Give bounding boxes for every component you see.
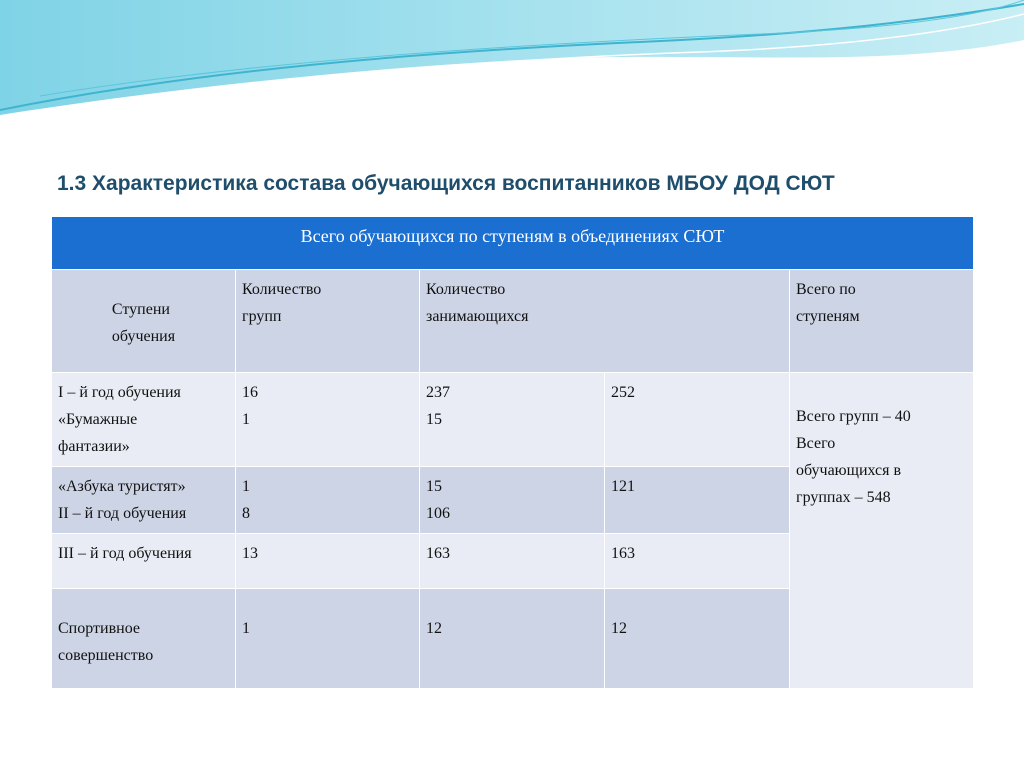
groups-value: 1	[242, 411, 250, 428]
groups-value: 13	[242, 545, 258, 562]
students-value: 106	[426, 505, 450, 522]
groups-value: 8	[242, 505, 250, 522]
groups-value: 1	[242, 478, 250, 495]
table-header-row	[52, 270, 974, 373]
stage-text: II – й год обучения	[58, 505, 187, 522]
totals-students: группах – 548	[796, 489, 891, 506]
stage-cell	[52, 373, 236, 467]
totals-line: Всего	[796, 435, 836, 452]
slide-title: 1.3 Характеристика состава обучающихся воспитанников МБОУ ДОД СЮТ	[57, 172, 835, 195]
header-total-line1: Всего по	[796, 281, 856, 298]
header-stage-line1: Ступени	[111, 301, 170, 318]
stage-text: III – й год обучения	[58, 545, 192, 562]
sum-value: 163	[611, 545, 635, 562]
groups-cell	[236, 589, 420, 689]
stage-cell	[52, 589, 236, 689]
table-caption: Всего обучающихся по ступеням в объединениях СЮТ	[52, 217, 974, 270]
students-value: 163	[426, 545, 450, 562]
header-stage-line2: обучения	[111, 328, 176, 345]
totals-cell	[790, 373, 974, 689]
header-groups-line2: групп	[242, 308, 282, 325]
stage-text: Спортивное	[58, 620, 140, 637]
sum-value: 12	[611, 620, 627, 637]
totals-groups: Всего групп – 40	[796, 408, 911, 425]
header-groups	[236, 270, 420, 373]
header-total-line2: ступеням	[796, 308, 860, 325]
groups-cell	[236, 373, 420, 467]
stage-text: I – й год обучения	[58, 384, 181, 401]
sum-cell	[605, 534, 790, 589]
students-cell	[420, 467, 605, 534]
groups-cell	[236, 467, 420, 534]
stage-cell	[52, 467, 236, 534]
stage-cell	[52, 534, 236, 589]
header-total	[790, 270, 974, 373]
sum-value: 252	[611, 384, 635, 401]
students-value: 15	[426, 478, 442, 495]
stage-text: «Азбука туристят»	[58, 478, 186, 495]
students-cell	[420, 589, 605, 689]
header-stage	[52, 270, 236, 373]
table-row	[52, 373, 974, 467]
header-students	[420, 270, 790, 373]
students-value: 12	[426, 620, 442, 637]
students-table	[51, 216, 974, 689]
table-caption-row	[52, 217, 974, 270]
groups-value: 16	[242, 384, 258, 401]
stage-text: фантазии»	[58, 438, 130, 455]
header-students-line2: занимающихся	[426, 308, 529, 325]
students-cell	[420, 373, 605, 467]
students-value: 15	[426, 411, 442, 428]
totals-line: обучающихся в	[796, 462, 902, 479]
sum-cell	[605, 589, 790, 689]
students-cell	[420, 534, 605, 589]
header-groups-line1: Количество	[242, 281, 322, 298]
header-students-line1: Количество	[426, 281, 506, 298]
students-value: 237	[426, 384, 450, 401]
groups-cell	[236, 534, 420, 589]
stage-text: совершенство	[58, 647, 154, 664]
sum-cell	[605, 373, 790, 467]
groups-value: 1	[242, 620, 250, 637]
sum-cell	[605, 467, 790, 534]
header-wave-decoration	[0, 0, 1024, 130]
stage-text: «Бумажные	[58, 411, 138, 428]
sum-value: 121	[611, 478, 635, 495]
